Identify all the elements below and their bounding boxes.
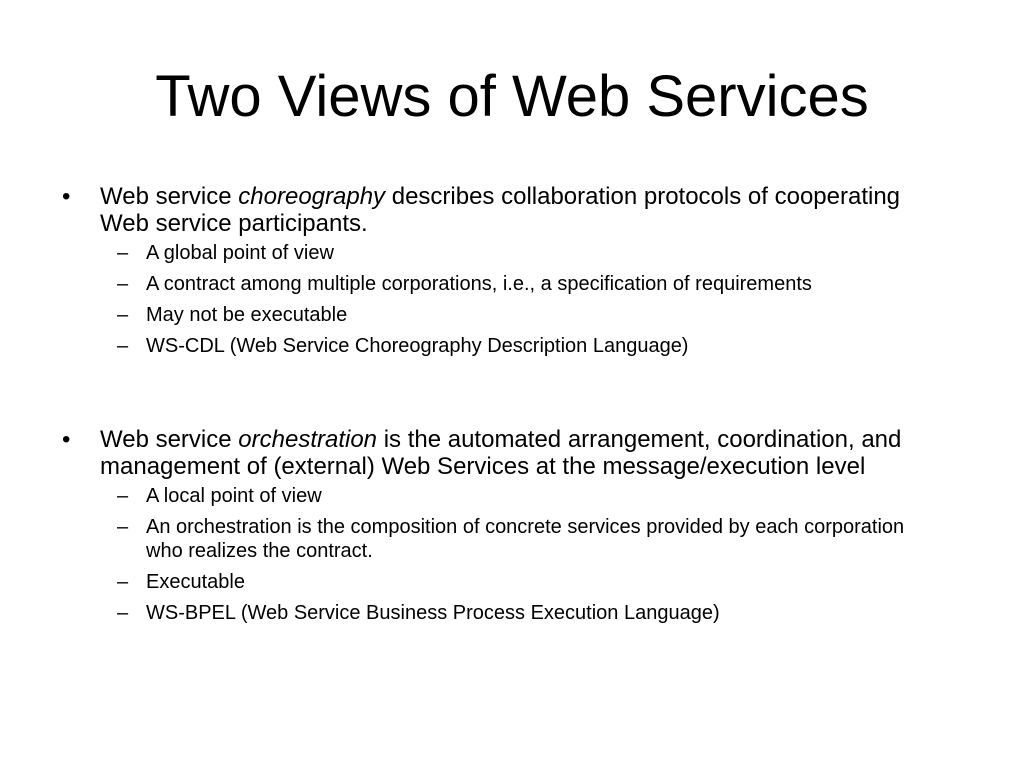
sub-item-text: May not be executable [146, 304, 348, 326]
slide-title: Two Views of Web Services [155, 64, 869, 129]
bullet-text [100, 183, 930, 237]
bullet-emphasis: choreography [238, 183, 386, 210]
sub-list [100, 484, 930, 625]
sub-item [117, 334, 930, 358]
bullet-emphasis: orchestration [238, 426, 378, 453]
bullet-suffix: describes collaboration protocols of cooperating Web service participants. [100, 183, 901, 237]
sub-item [117, 515, 930, 563]
sub-marker: – [117, 242, 129, 264]
bullet-marker: • [62, 183, 71, 210]
sub-marker: – [117, 571, 129, 593]
sub-item [117, 601, 930, 625]
bullet-prefix: Web service [100, 426, 239, 453]
sub-marker: – [117, 335, 129, 357]
sub-item-text: An orchestration is the composition of concrete services provided by each corporation who realizes the contract. [146, 516, 905, 562]
sub-marker: – [117, 273, 129, 295]
sub-item [117, 272, 930, 296]
sub-item-text: A local point of view [146, 485, 322, 507]
sub-item [117, 570, 930, 594]
sub-marker: – [117, 602, 129, 624]
sub-item [117, 241, 930, 265]
sub-marker: – [117, 516, 129, 538]
bullet-text [100, 426, 930, 480]
bullet-orchestration [62, 426, 930, 632]
sub-item-text: A contract among multiple corporations, i.e., a specification of requirements [146, 273, 812, 295]
bullet-prefix: Web service [100, 183, 239, 210]
sub-item-text: WS-BPEL (Web Service Business Process Execution Language) [146, 602, 720, 624]
sub-item-text: A global point of view [146, 242, 334, 264]
bullet-marker: • [62, 426, 71, 453]
sub-item-text: Executable [146, 571, 245, 593]
sub-item [117, 484, 930, 508]
sub-marker: – [117, 304, 129, 326]
bullet-suffix: is the automated arrangement, coordination, and management of (external) Web Services at the message/execution level [100, 426, 902, 480]
sub-marker: – [117, 485, 129, 507]
sub-item-text: WS-CDL (Web Service Choreography Description Language) [146, 335, 689, 357]
bullet-choreography [62, 183, 930, 365]
sub-list [100, 241, 930, 358]
sub-item [117, 303, 930, 327]
